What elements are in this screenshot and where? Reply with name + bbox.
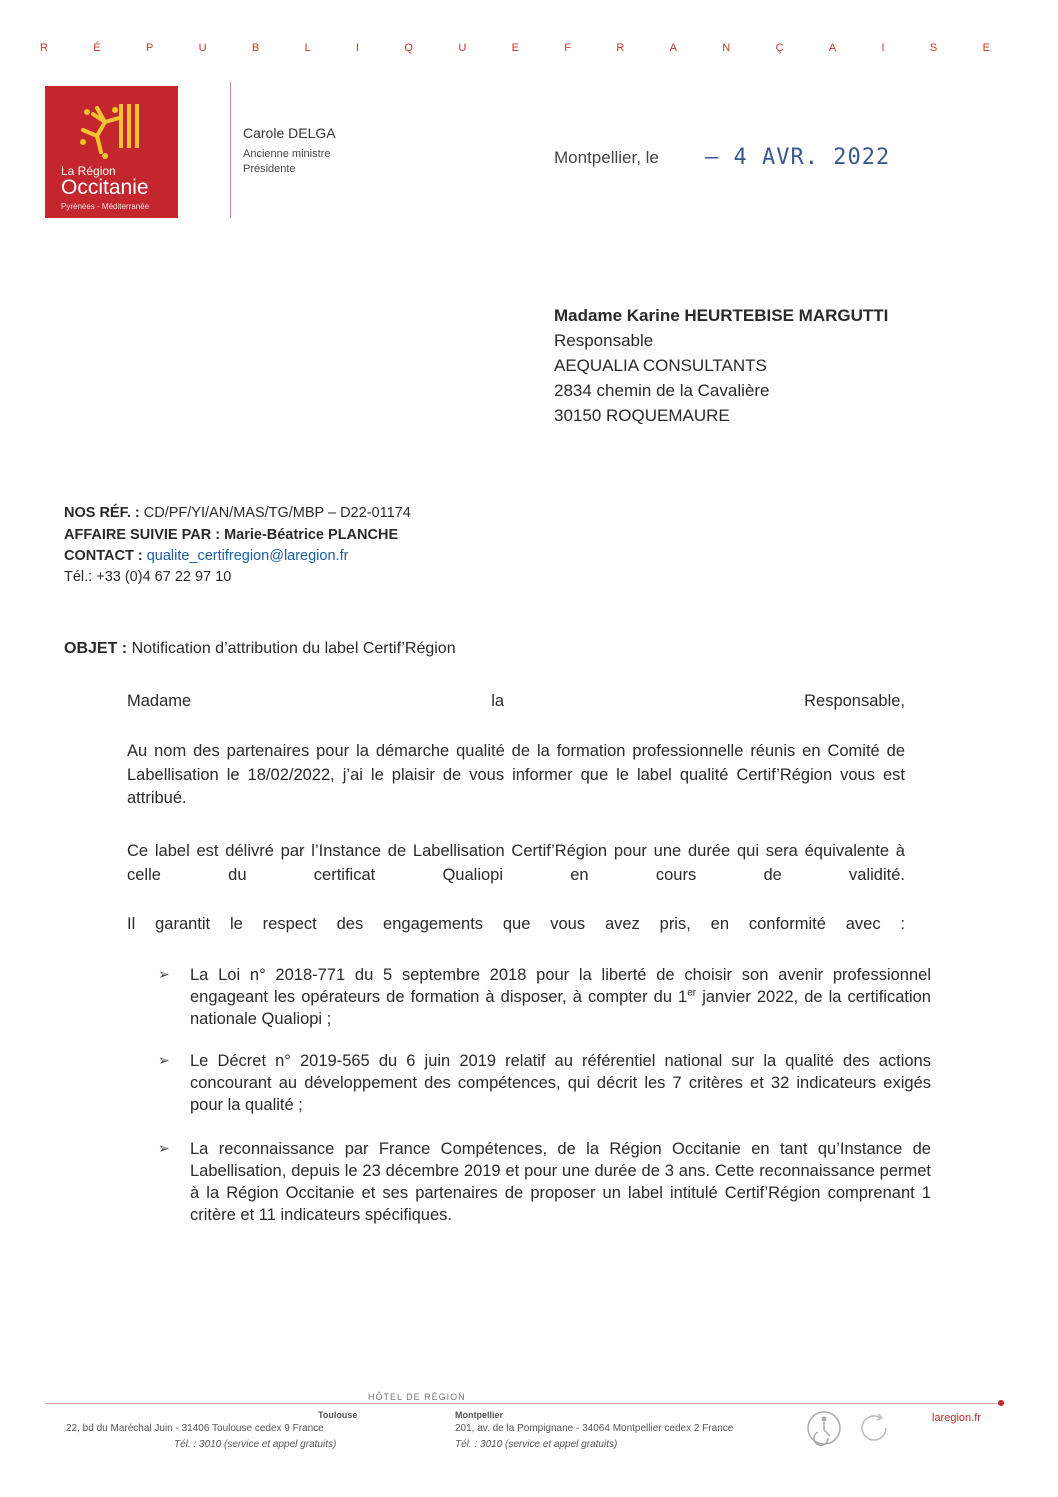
- footer-dot: [998, 1400, 1004, 1406]
- banner-letter: R: [616, 42, 625, 54]
- bullet-arrow-icon: ➢: [158, 1052, 170, 1068]
- banner-letter: U: [458, 42, 467, 54]
- contact-line: [64, 548, 348, 564]
- recipient-city: 30150 ROQUEMAURE: [554, 406, 730, 425]
- paragraph-3: Il garantit le respect des engagements que vous avez pris, en conformité avec :: [127, 915, 905, 933]
- salutation: Madame la Responsable,: [127, 692, 905, 710]
- recipient-street: 2834 chemin de la Cavalière: [554, 381, 770, 400]
- objet-text: Notification d’attribution du label Certif’Région: [131, 640, 456, 657]
- contact-phone: Tél.: +33 (0)4 67 22 97 10: [64, 569, 232, 585]
- footer-website-link[interactable]: laregion.fr: [932, 1412, 981, 1424]
- banner-letter: U: [198, 42, 207, 54]
- recipient-role: Responsable: [554, 331, 654, 350]
- banner-letter: P: [145, 42, 154, 54]
- footer-montpellier-tel: Tél. : 3010 (service et appel gratuits): [455, 1439, 618, 1450]
- logo-text-subtitle: Pyrénées - Méditerranée: [61, 202, 150, 211]
- logo-text-la-region: La Région: [61, 164, 116, 178]
- paragraph-2: Ce label est délivré par l’Instance de Labellisation Certif’Région pour une durée qui sera équivalente à celle du certificat Qualiopi en cours de validité.: [127, 842, 905, 884]
- bullet-item-loi: [190, 964, 931, 1030]
- signatory-name: Carole DELGA: [243, 125, 336, 141]
- region-occitanie-logo: [45, 86, 178, 218]
- banner-letter: F: [564, 42, 571, 54]
- republique-francaise-banner: [40, 42, 990, 54]
- banner-letter: L: [304, 42, 311, 54]
- followed-by-line: [64, 527, 398, 543]
- followed-by-label: AFFAIRE SUIVIE PAR :: [64, 527, 221, 543]
- bullet-1-sup: er: [687, 987, 697, 999]
- banner-letter: E: [982, 42, 990, 54]
- reference-label: NOS RÉF. :: [64, 505, 140, 521]
- bullet-1-text-a: La Loi n° 2018-771 du 5 septembre 2018 pour la liberté de choisir son avenir professionnel engageant les opérateurs de formation à disposer, à compter du 1: [190, 966, 931, 1006]
- bullet-1-text-b: janvier 2022, de la certification nationale Qualiopi ;: [190, 988, 931, 1028]
- banner-letter: A: [669, 42, 677, 54]
- recycling-icon: [856, 1410, 892, 1446]
- banner-letter: N: [722, 42, 731, 54]
- objet-label: OBJET :: [64, 640, 128, 657]
- date-label: Montpellier, le: [554, 148, 659, 167]
- banner-letter: A: [828, 42, 837, 54]
- signatory-title-president: Présidente: [243, 163, 296, 175]
- footer-montpellier-address: 201, av. de la Pompignane - 34064 Montpellier cedex 2 France: [455, 1423, 734, 1434]
- logo-text-occitanie: Occitanie: [61, 176, 149, 199]
- recipient-name: Madame Karine HEURTEBISE MARGUTTI: [554, 306, 889, 325]
- banner-letter: R: [40, 42, 48, 54]
- footer-hotel-label: HÔTEL DE RÉGION: [368, 1392, 466, 1402]
- occitan-cross-icon: [75, 100, 145, 164]
- footer-divider: [45, 1403, 1000, 1404]
- footer-toulouse-tel: Tél. : 3010 (service et appel gratuits): [174, 1439, 337, 1450]
- reference-line: [64, 505, 411, 521]
- bullet-arrow-icon: ➢: [158, 1140, 170, 1156]
- followed-by-value: Marie-Béatrice PLANCHE: [224, 527, 399, 543]
- contact-email-link[interactable]: qualite_certifregion@laregion.fr: [146, 548, 349, 564]
- footer-toulouse-city: Toulouse: [318, 1410, 358, 1420]
- signatory-title-former: Ancienne ministre: [243, 148, 331, 160]
- header-divider: [230, 82, 231, 218]
- recipient-company: AEQUALIA CONSULTANTS: [554, 356, 767, 375]
- paragraph-1: Au nom des partenaires pour la démarche qualité de la formation professionnelle réunis en Comité de Labellisation le 18/02/2022, j’ai le plaisir de vous informer que le label qualité Certif’Région vous est attribué.: [127, 742, 905, 807]
- reference-value: CD/PF/YI/AN/MAS/TG/MBP – D22-01174: [143, 505, 411, 521]
- footer-montpellier-city: Montpellier: [455, 1410, 504, 1420]
- banner-letter: É: [93, 42, 101, 54]
- banner-letter: B: [251, 42, 260, 54]
- banner-letter: Ç: [775, 42, 784, 54]
- banner-letter: Q: [404, 42, 413, 54]
- banner-letter: I: [356, 42, 360, 54]
- bullet-arrow-icon: ➢: [158, 966, 170, 982]
- bullet-item-decret: Le Décret n° 2019-565 du 6 juin 2019 relatif au référentiel national sur la qualité des actions concourant au développement des compétences, qui décrit les 7 critères et 32 indicateurs exigés pour la qualité ;: [190, 1052, 931, 1114]
- contact-label: CONTACT :: [64, 548, 143, 564]
- banner-letter: I: [881, 42, 885, 54]
- banner-letter: E: [511, 42, 519, 54]
- accessibility-icon: [806, 1410, 842, 1446]
- bullet-item-reconnaissance: La reconnaissance par France Compétences, de la Région Occitanie en tant qu’Instance de Labellisation, depuis le 23 décembre 2019 et pour une durée de 3 ans. Cette reconnaissance permet à la Région Occitanie et ses partenaires de proposer un label intitulé Certif’Région comprenant 1 critère et 11 indicateurs spécifiques.: [190, 1140, 931, 1224]
- date-stamp: – 4 AVR. 2022: [705, 145, 891, 170]
- objet-line: [64, 640, 456, 658]
- footer-toulouse-address: 22, bd du Maréchal Juin - 31406 Toulouse cedex 9 France: [66, 1423, 324, 1434]
- banner-letter: S: [929, 42, 938, 54]
